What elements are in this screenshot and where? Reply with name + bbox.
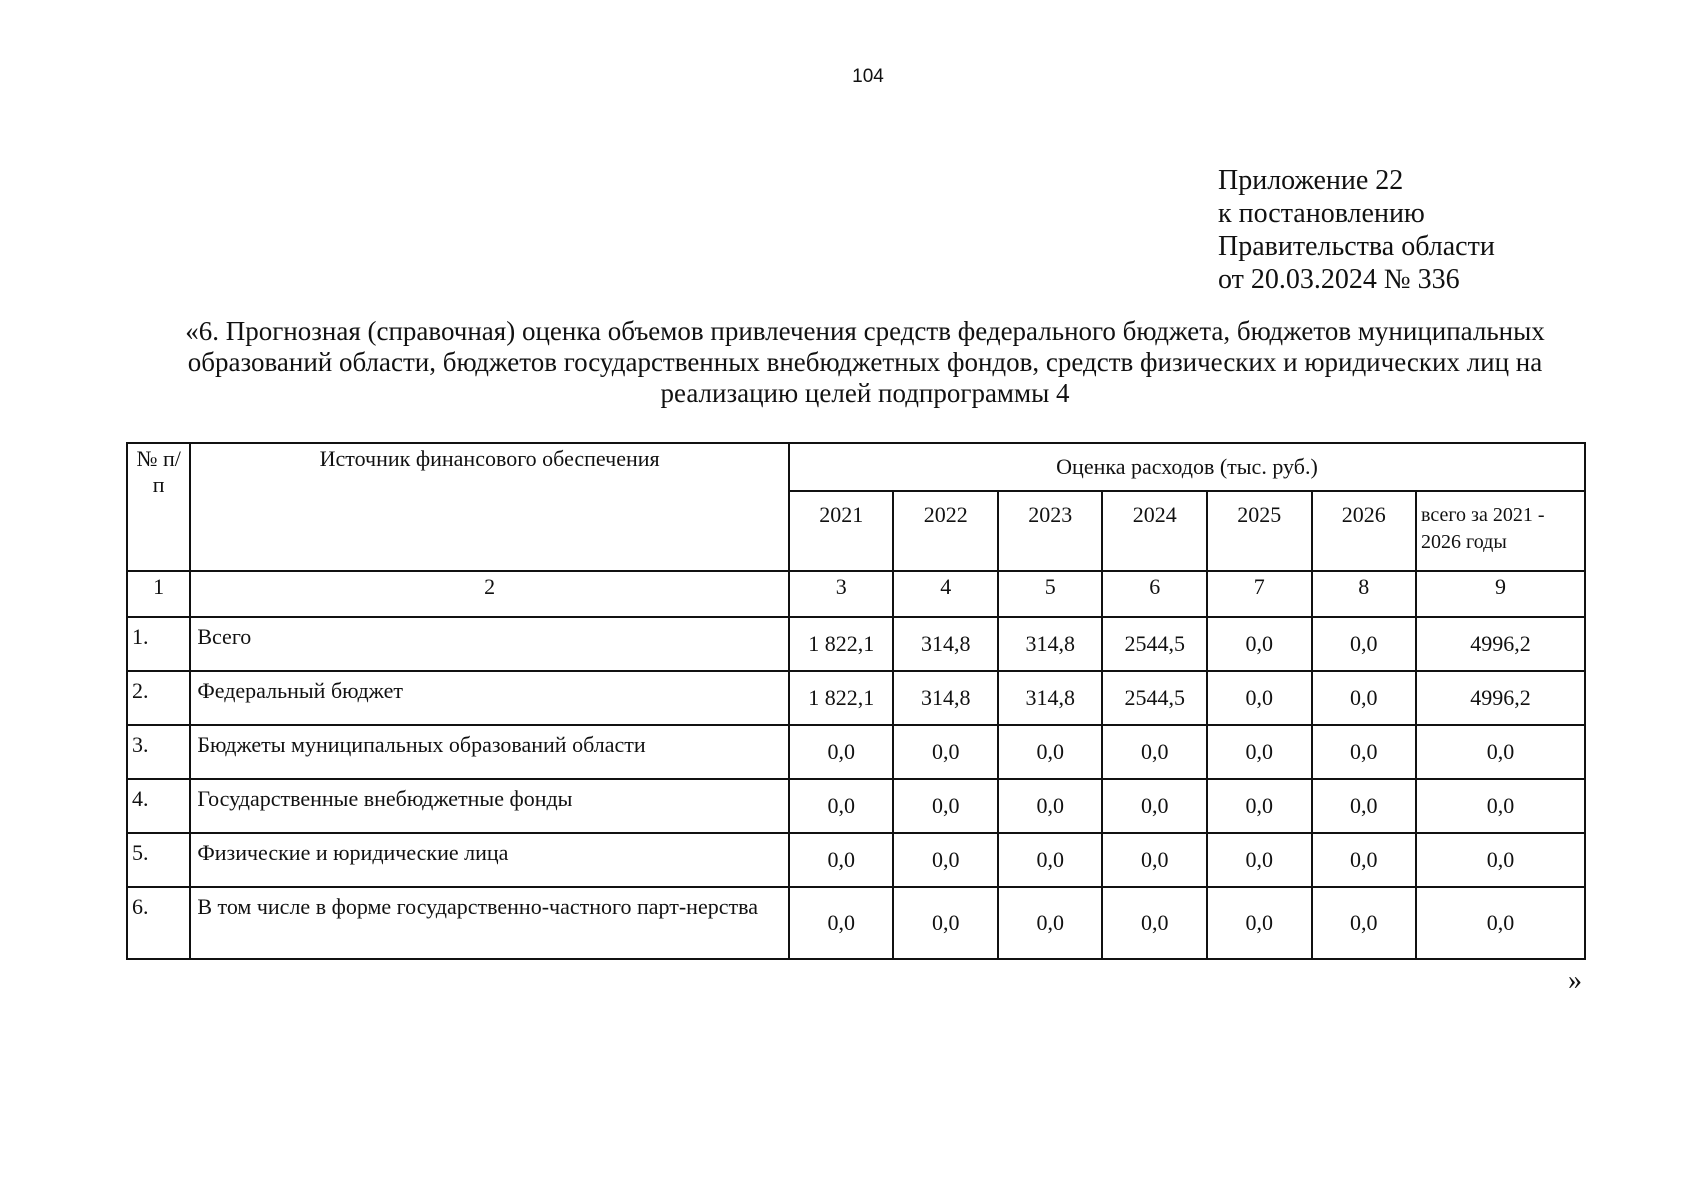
section-heading: «6. Прогнозная (справочная) оценка объемов привлечения средств федерального бюджета, бюджетов муниципальных образований области, бюджетов государственных внебюджетных фондов, средств физических и юридических лиц на реализацию целей подпрограммы 4 (185, 316, 1545, 408)
row-value: 314,8 (998, 617, 1103, 671)
row-value: 314,8 (998, 671, 1103, 725)
row-value: 0,0 (1312, 617, 1417, 671)
column-index-row (127, 571, 1585, 617)
closing-quote: » (1568, 965, 1582, 996)
row-value: 314,8 (893, 617, 998, 671)
row-source: Государственные внебюджетные фонды (190, 779, 789, 833)
row-number: 6. (127, 887, 190, 959)
row-value: 0,0 (789, 779, 894, 833)
column-index: 8 (1312, 571, 1417, 617)
row-value: 0,0 (1207, 779, 1312, 833)
row-value: 0,0 (893, 887, 998, 959)
row-value: 1 822,1 (789, 617, 894, 671)
header-source: Источник финансового обеспечения (190, 443, 789, 571)
row-value: 0,0 (998, 887, 1103, 959)
row-value: 0,0 (1312, 725, 1417, 779)
header-estimate: Оценка расходов (тыс. руб.) (789, 443, 1585, 491)
header-num: № п/п (127, 443, 190, 571)
column-index: 2 (190, 571, 789, 617)
row-value: 0,0 (1312, 671, 1417, 725)
header-year: 2023 (998, 491, 1103, 571)
row-source: В том числе в форме государственно-частного парт-нерства (190, 887, 789, 959)
appendix-line: Правительства области (1218, 231, 1495, 262)
row-number: 5. (127, 833, 190, 887)
header-total: всего за 2021 - 2026 годы (1416, 491, 1585, 571)
row-value: 0,0 (893, 833, 998, 887)
column-index: 9 (1416, 571, 1585, 617)
header-year: 2024 (1102, 491, 1207, 571)
column-index: 6 (1102, 571, 1207, 617)
row-number: 2. (127, 671, 190, 725)
row-value: 2544,5 (1102, 617, 1207, 671)
table-row (127, 887, 1585, 959)
row-value: 0,0 (1207, 887, 1312, 959)
row-value: 1 822,1 (789, 671, 894, 725)
row-number: 1. (127, 617, 190, 671)
row-value: 0,0 (1207, 671, 1312, 725)
row-value: 0,0 (789, 833, 894, 887)
row-value: 2544,5 (1102, 671, 1207, 725)
table-row (127, 671, 1585, 725)
page-number: 104 (852, 66, 884, 87)
row-number: 4. (127, 779, 190, 833)
row-value: 0,0 (893, 725, 998, 779)
header-year: 2022 (893, 491, 998, 571)
row-value: 0,0 (1207, 617, 1312, 671)
column-index: 4 (893, 571, 998, 617)
row-number: 3. (127, 725, 190, 779)
row-value: 0,0 (789, 725, 894, 779)
row-value: 0,0 (1312, 779, 1417, 833)
appendix-block (1218, 164, 1495, 296)
row-source: Физические и юридические лица (190, 833, 789, 887)
row-value: 0,0 (998, 725, 1103, 779)
row-source: Всего (190, 617, 789, 671)
row-source: Федеральный бюджет (190, 671, 789, 725)
row-total: 4996,2 (1416, 671, 1585, 725)
row-total: 0,0 (1416, 779, 1585, 833)
row-value: 0,0 (998, 779, 1103, 833)
column-index: 1 (127, 571, 190, 617)
row-value: 0,0 (998, 833, 1103, 887)
row-value: 0,0 (1102, 779, 1207, 833)
row-value: 0,0 (789, 887, 894, 959)
row-value: 0,0 (1312, 887, 1417, 959)
row-value: 0,0 (1102, 887, 1207, 959)
table-row (127, 617, 1585, 671)
appendix-line: Приложение 22 (1218, 165, 1404, 196)
row-value: 0,0 (1102, 725, 1207, 779)
row-value: 314,8 (893, 671, 998, 725)
column-index: 5 (998, 571, 1103, 617)
financing-table (126, 442, 1586, 960)
row-source: Бюджеты муниципальных образований области (190, 725, 789, 779)
row-value: 0,0 (893, 779, 998, 833)
row-total: 4996,2 (1416, 617, 1585, 671)
column-index: 7 (1207, 571, 1312, 617)
row-value: 0,0 (1207, 725, 1312, 779)
row-value: 0,0 (1102, 833, 1207, 887)
appendix-line: к постановлению (1218, 198, 1425, 229)
table-row (127, 833, 1585, 887)
row-value: 0,0 (1207, 833, 1312, 887)
header-year: 2025 (1207, 491, 1312, 571)
table-row (127, 725, 1585, 779)
row-value: 0,0 (1312, 833, 1417, 887)
column-index: 3 (789, 571, 894, 617)
appendix-line: от 20.03.2024 № 336 (1218, 264, 1460, 295)
header-year: 2021 (789, 491, 894, 571)
row-total: 0,0 (1416, 725, 1585, 779)
row-total: 0,0 (1416, 833, 1585, 887)
row-total: 0,0 (1416, 887, 1585, 959)
header-year: 2026 (1312, 491, 1417, 571)
table-row (127, 779, 1585, 833)
